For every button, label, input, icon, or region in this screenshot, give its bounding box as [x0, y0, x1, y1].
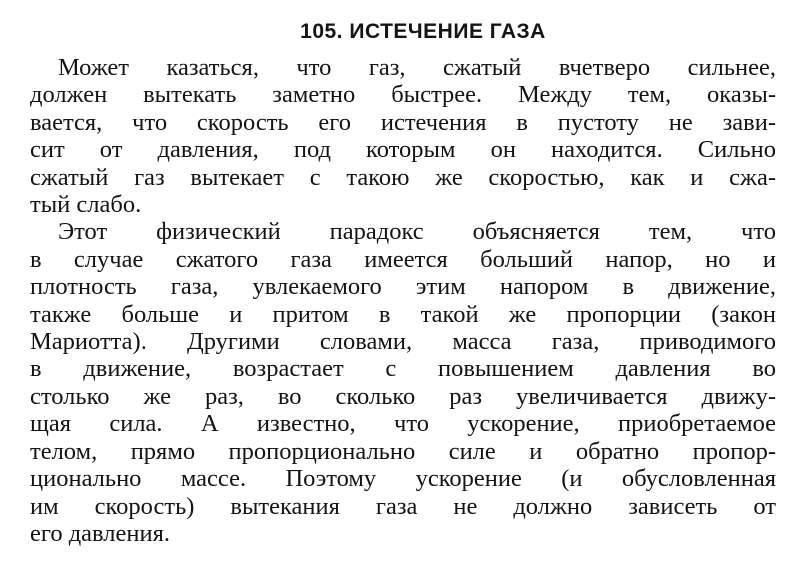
text-line: сит от давления, под которым он находится. Сильно — [30, 136, 776, 164]
text-line: телом, прямо пропорционально силе и обратно пропор- — [30, 437, 776, 465]
text-line: щая сила. А известно, что ускорение, приобретаемое — [30, 410, 776, 438]
text-line: тый слабо. — [30, 191, 142, 219]
text-line: Мариотта). Другими словами, масса газа, приводимого — [30, 328, 776, 356]
text-line: вается, что скорость его истечения в пустоту не зави- — [30, 108, 776, 136]
text-line: Может казаться, что газ, сжатый вчетверо сильнее, — [58, 54, 776, 81]
section-title: 105. ИСТЕЧЕНИЕ ГАЗА — [300, 20, 546, 43]
text-line: ционально массе. Поэтому ускорение (и обусловленная — [30, 465, 776, 493]
paragraph-1 — [30, 54, 776, 218]
text-line: также больше и притом в такой же пропорции (закон — [30, 300, 776, 328]
text-line: в случае сжатого газа имеется больший напор, но и — [30, 245, 776, 273]
text-line: сжатый газ вытекает с такою же скоростью, как и сжа- — [30, 163, 776, 191]
text-line: им скорость) вытекания газа не должно зависеть от — [30, 492, 776, 520]
text-line: в движение, возрастает с повышением давления во — [30, 355, 776, 383]
text-line: плотность газа, увлекаемого этим напором в движение, — [30, 273, 776, 301]
text-line: его давления. — [30, 519, 170, 547]
text-line: Этот физический парадокс объясняется тем, что — [58, 218, 776, 246]
text-line: должен вытекать заметно быстрее. Между тем, оказы- — [30, 81, 776, 109]
paragraph-2 — [30, 218, 776, 547]
book-page — [30, 18, 776, 547]
text-line: столько же раз, во сколько раз увеличивается движу- — [30, 382, 776, 410]
